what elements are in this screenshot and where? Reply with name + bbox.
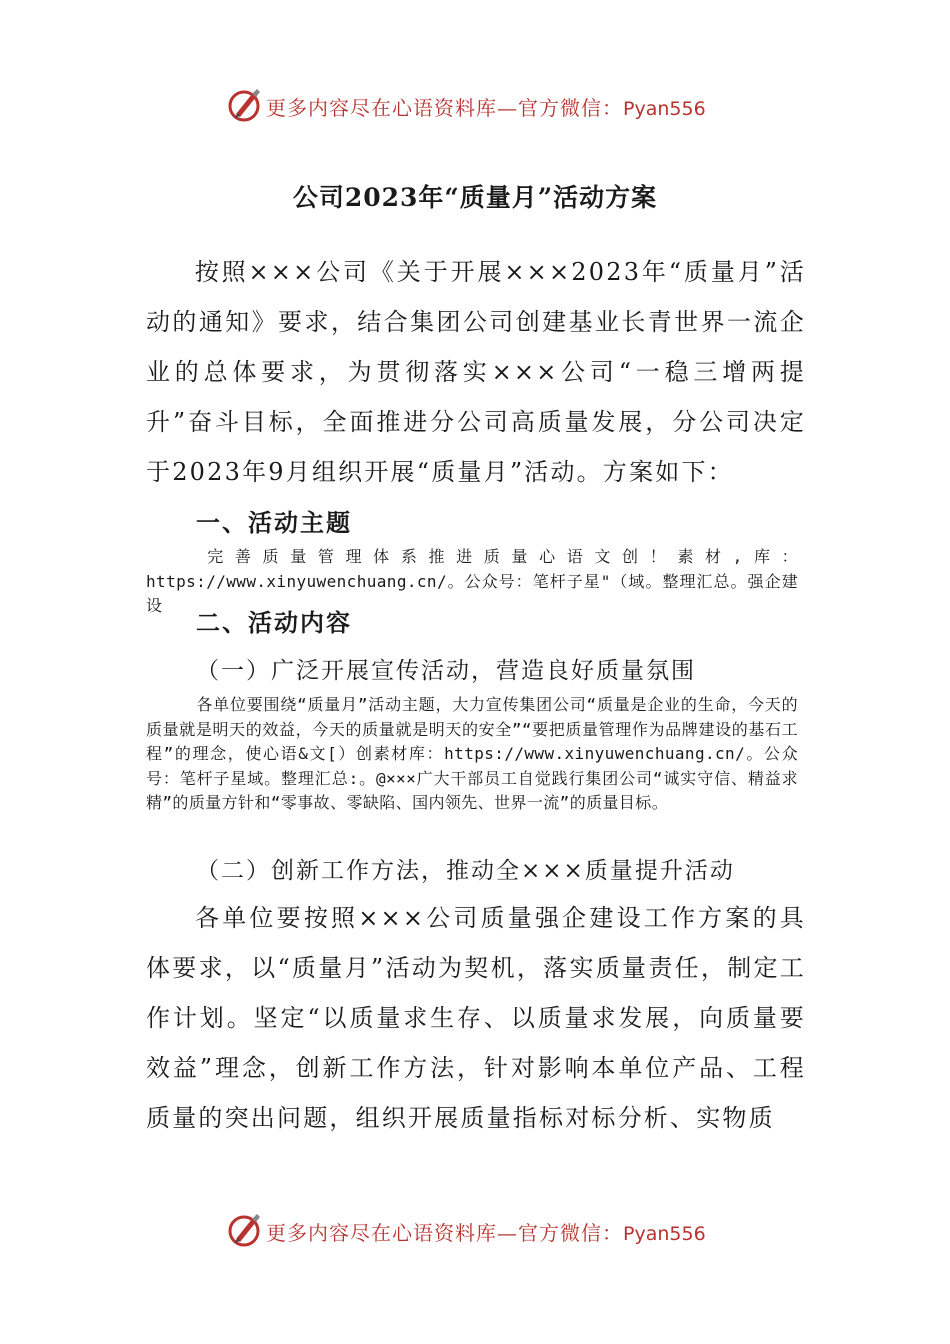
document-title: 公司2023年“质量月”活动方案 bbox=[292, 183, 658, 212]
subsection-publicity-text: 各单位要围绕“质量月”活动主题，大力宣传集团公司“质量是企业的生命，今天的质量就是明天的效益，今天的质量就是明天的安全”“要把质量管理作为品牌建设的基石工程”的理念，使心语&文[）创素材库：https://www.xinyuwenchuang.cn/。公众号：笔杆子星域。整理汇总:。@×××广大干部员工自觉践行集团公司“诚实守信、精益求精”的质量方针和“零事故、零缺陷、国内领先、世界一流”的质量目标。 bbox=[146, 695, 798, 812]
section-heading-content: 二、活动内容 bbox=[196, 608, 352, 637]
pen-logo-icon bbox=[226, 86, 264, 124]
section-theme-text: 完善质量管理体系推进质量心语文创！素材,库：https://www.xinyuwenchuang.cn/。公众号：笔杆子星"（域。整理汇总。强企建设 bbox=[146, 547, 798, 615]
footer-banner bbox=[0, 1211, 950, 1251]
section-heading-theme: 一、活动主题 bbox=[196, 508, 352, 537]
subsection-heading-publicity: （一）广泛开展宣传活动，营造良好质量氛围 bbox=[196, 658, 696, 684]
intro-paragraph: 按照×××公司《关于开展×××2023年“质量月”活动的通知》要求，结合集团公司创建基业长青世界一流企业的总体要求，为贯彻落实×××公司“一稳三增两提升”奋斗目标，全面推进分公司高质量发展，分公司决定于2023年9月组织开展“质量月”活动。方案如下： bbox=[146, 258, 806, 486]
subsection-heading-methods: （二）创新工作方法，推动全×××质量提升活动 bbox=[196, 858, 735, 884]
header-banner bbox=[0, 86, 950, 126]
banner-text: 更多内容尽在心语资料库—官方微信：Pyan556 bbox=[266, 96, 706, 120]
wechat-id: Pyan556 bbox=[623, 98, 706, 120]
pen-logo-icon bbox=[226, 1211, 264, 1249]
subsection-methods-text: 各单位要按照×××公司质量强企建设工作方案的具体要求，以“质量月”活动为契机，落实质量责任，制定工作计划。坚定“以质量求生存、以质量求发展，向质量要效益”理念，创新工作方法，针对影响本单位产品、工程质量的突出问题，组织开展质量指标对标分析、实物质 bbox=[146, 904, 806, 1132]
banner-text: 更多内容尽在心语资料库—官方微信：Pyan556 bbox=[266, 1221, 706, 1245]
wechat-id: Pyan556 bbox=[623, 1223, 706, 1245]
